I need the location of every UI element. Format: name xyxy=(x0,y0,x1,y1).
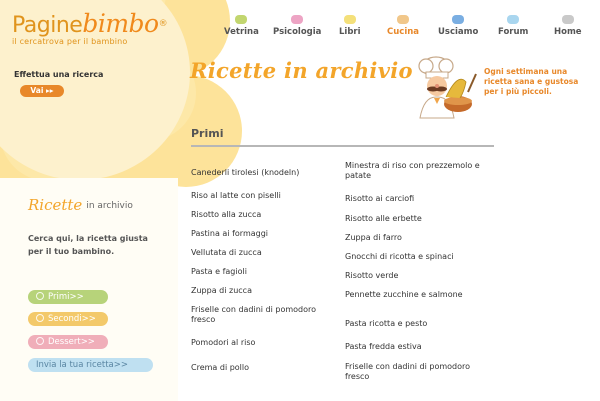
promo-text: Ogni settimana una ricetta sana e gustosa per i più piccoli. xyxy=(484,67,579,96)
nav-item-psicologia[interactable] xyxy=(273,15,321,37)
secondi-button[interactable] xyxy=(28,312,108,326)
recipe-link[interactable]: Friselle con dadini di pomodoro fresco xyxy=(345,362,471,381)
recipe-link[interactable]: Pennette zucchine e salmone xyxy=(345,290,463,299)
nav-item-usciamo[interactable] xyxy=(438,15,478,37)
nav-dot-icon xyxy=(562,15,574,24)
search-label: Effettua una ricerca xyxy=(14,70,104,79)
sidebar-title-ricette: Ricette xyxy=(28,196,83,214)
nav-dot-icon xyxy=(507,15,519,24)
recipe-link[interactable]: Zuppa di farro xyxy=(345,233,402,242)
recipe-link[interactable]: Risotto alla zucca xyxy=(191,210,262,219)
nav-dot-icon xyxy=(397,15,409,24)
nav-dot-icon xyxy=(344,15,356,24)
nav-item-vetrina[interactable] xyxy=(224,15,259,37)
recipe-link[interactable]: Pomodori al riso xyxy=(191,338,256,347)
nav-dot-icon xyxy=(291,15,303,24)
recipe-link[interactable]: Risotto alle erbette xyxy=(345,214,422,223)
page-title: Ricette in archivio xyxy=(190,58,413,83)
nav-dot-icon xyxy=(452,15,464,24)
nav-item-forum[interactable] xyxy=(498,15,528,37)
nav-item-cucina[interactable] xyxy=(387,15,419,37)
dessert-button-label: Dessert>> xyxy=(48,337,95,347)
recipe-list-right xyxy=(345,160,495,383)
site-logo[interactable] xyxy=(12,9,168,46)
recipe-link[interactable]: Zuppa di zucca xyxy=(191,286,252,295)
dessert-button[interactable] xyxy=(28,335,108,349)
primi-button[interactable] xyxy=(28,290,108,304)
recipe-link[interactable]: Crema di pollo xyxy=(191,363,250,372)
nav-item-libri[interactable] xyxy=(339,15,361,37)
recipe-link[interactable]: Pasta e fagioli xyxy=(191,267,247,276)
recipe-link[interactable]: Risotto ai carciofi xyxy=(345,194,415,203)
recipe-link[interactable]: Minestra di riso con prezzemolo e patate xyxy=(345,161,480,180)
invia-button-label: Invia la tua ricetta>> xyxy=(36,360,128,370)
logo-tagline: il cercatrova per il bambino xyxy=(12,37,128,46)
recipe-link[interactable]: Vellutata di zucca xyxy=(191,248,262,257)
secondi-button-label: Secondi>> xyxy=(48,314,96,324)
sidebar-title-archivio: in archivio xyxy=(86,201,133,211)
nav-item-home[interactable] xyxy=(554,15,582,37)
section-divider xyxy=(191,145,494,147)
sidebar-title xyxy=(28,196,133,214)
recipe-link[interactable]: Pasta fredda estiva xyxy=(345,342,422,351)
chef-illustration-icon xyxy=(406,52,478,124)
nav-label: Cucina xyxy=(387,27,420,37)
recipe-link[interactable]: Canederli tirolesi (knodeln) xyxy=(191,168,300,177)
nav-label: Home xyxy=(554,27,582,37)
primi-button-label: Primi>> xyxy=(48,292,84,302)
recipe-link[interactable]: Friselle con dadini di pomodoro fresco xyxy=(191,305,317,324)
nav-label: Usciamo xyxy=(438,27,479,37)
recipe-link[interactable]: Pasta ricotta e pesto xyxy=(345,319,428,328)
vai-button[interactable]: Vai ▸▸ xyxy=(20,85,64,97)
swirl-icon xyxy=(36,337,44,345)
nav-label: Psicologia xyxy=(273,27,322,37)
recipe-link[interactable]: Risotto verde xyxy=(345,271,399,280)
logo-registered: ® xyxy=(158,19,168,29)
invia-ricetta-button[interactable] xyxy=(28,358,153,372)
swirl-icon xyxy=(36,314,44,322)
nav-label: Vetrina xyxy=(224,27,259,37)
main-nav xyxy=(216,15,596,41)
swirl-icon xyxy=(36,292,44,300)
section-title: Primi xyxy=(191,127,224,140)
logo-word-bimbo: bimbo xyxy=(82,9,159,38)
recipe-link[interactable]: Riso al latte con piselli xyxy=(191,191,281,200)
sidebar-description: Cerca qui, la ricetta giusta per il tuo bambino. xyxy=(28,234,148,256)
nav-dot-icon xyxy=(235,15,247,24)
recipe-list-left xyxy=(191,160,341,379)
recipe-link[interactable]: Pastina ai formaggi xyxy=(191,229,269,238)
logo-word-pagine: Pagine xyxy=(12,13,83,38)
nav-label: Libri xyxy=(339,27,361,37)
nav-label: Forum xyxy=(498,27,529,37)
recipe-link[interactable]: Gnocchi di ricotta e spinaci xyxy=(345,252,454,261)
